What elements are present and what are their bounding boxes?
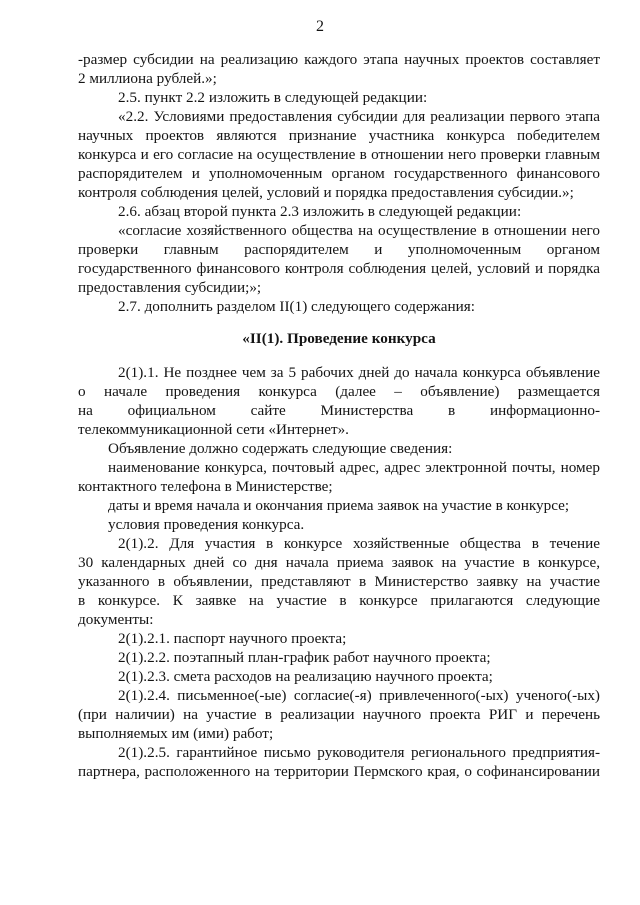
text-line: 2(1).1. Не позднее чем за 5 рабочих дней до начала конкурса объявление: [118, 364, 600, 381]
text-line: (при наличии) на участие в реализации научного проекта РИГ и перечень: [78, 706, 600, 723]
text-block-amendments: [78, 50, 600, 316]
text-line: 2(1).2.1. паспорт научного проекта;: [118, 630, 347, 647]
text-line: на официальном сайте Министерства в информационно-: [78, 402, 600, 419]
text-line: научных проектов являются признание участника конкурса победителем: [78, 127, 600, 144]
text-line: 30 календарных дней со дня начала приема заявок на участие в конкурсе,: [78, 554, 600, 571]
text-line: распорядителем и уполномоченным органом государственного финансового: [78, 165, 600, 182]
text-line: 2(1).2.4. письменное(-ые) согласие(-я) привлеченного(-ых) ученого(-ых): [118, 687, 600, 704]
document-body: [78, 50, 600, 781]
text-line: партнера, расположенного на территории Пермского края, о софинансировании: [78, 763, 600, 780]
text-line: «2.2. Условиями предоставления субсидии для реализации первого этапа: [118, 108, 600, 125]
text-line: предоставления субсидии;»;: [78, 279, 262, 296]
text-line: условия проведения конкурса.: [108, 516, 305, 533]
text-line: выполняемых им (ими) работ;: [78, 725, 274, 742]
text-line: 2.6. абзац второй пункта 2.3 изложить в следующей редакции:: [118, 203, 522, 220]
text-line: 2(1).2. Для участия в конкурсе хозяйственные общества в течение: [118, 535, 600, 552]
text-line: проверки главным распорядителем и уполномоченным органом: [78, 241, 600, 258]
text-line: 2(1).2.2. поэтапный план-график работ научного проекта;: [118, 649, 491, 666]
text-line: документы:: [78, 611, 154, 628]
text-line: 2.5. пункт 2.2 изложить в следующей редакции:: [118, 89, 428, 106]
text-line: в конкурсе. К заявке на участие в конкурсе прилагаются следующие: [78, 592, 600, 609]
text-line: Объявление должно содержать следующие сведения:: [108, 440, 453, 457]
text-line: даты и время начала и окончания приема заявок на участие в конкурсе;: [108, 497, 570, 514]
text-line: наименование конкурса, почтовый адрес, адрес электронной почты, номер: [108, 459, 600, 476]
text-line: 2(1).2.3. смета расходов на реализацию научного проекта;: [118, 668, 493, 685]
text-line: контактного телефона в Министерстве;: [78, 478, 333, 495]
text-line: телекоммуникационной сети «Интернет».: [78, 421, 349, 438]
text-line: «согласие хозяйственного общества на осуществление в отношении него: [118, 222, 600, 239]
text-block-contest-procedure: [78, 363, 600, 781]
text-line: 2 миллиона рублей.»;: [78, 70, 217, 87]
section-heading: «II(1). Проведение конкурса: [242, 330, 436, 347]
page-number: 2: [316, 18, 324, 35]
text-line: 2(1).2.5. гарантийное письмо руководителя регионального предприятия-: [118, 744, 600, 761]
text-line: указанного в объявлении, представляют в Министерство заявку на участие: [78, 573, 600, 590]
text-line: 2.7. дополнить разделом II(1) следующего содержания:: [118, 298, 475, 315]
text-line: государственного финансового контроля соблюдения целей, условий и порядка: [78, 260, 600, 277]
text-line: конкурса и его согласие на осуществление в отношении него проверки главным: [78, 146, 600, 163]
text-line: контроля соблюдения целей, условий и порядка предоставления субсидии.»;: [78, 184, 574, 201]
text-line: -размер субсидии на реализацию каждого этапа научных проектов составляет: [78, 51, 600, 68]
text-line: о начале проведения конкурса (далее – объявление) размещается: [78, 383, 600, 400]
